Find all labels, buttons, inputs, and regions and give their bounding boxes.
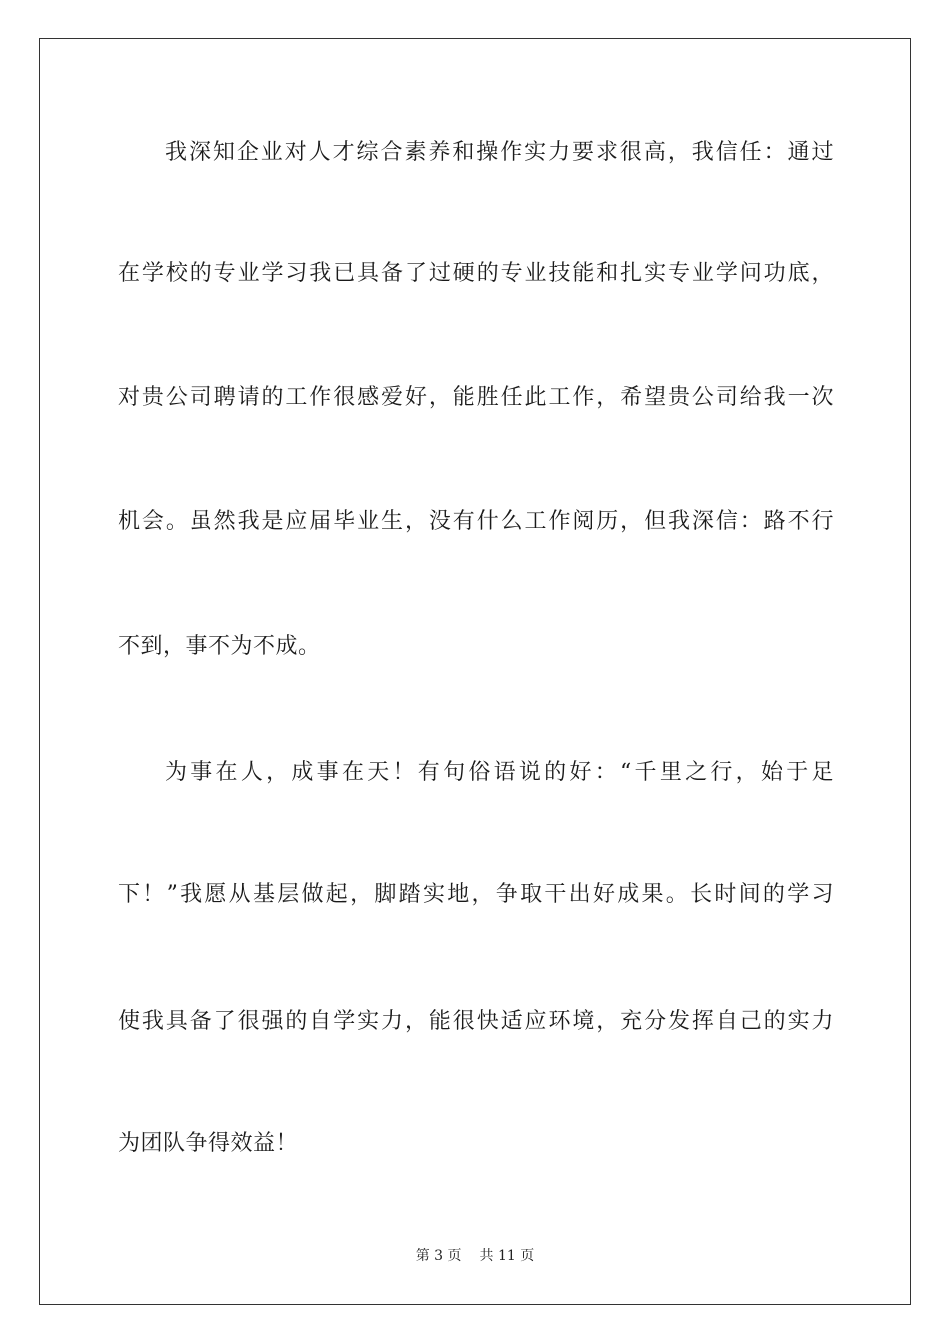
page-total: 共 11 页 xyxy=(479,1248,535,1264)
page-number: 第 3 页 xyxy=(415,1248,462,1264)
paragraph-2-line-4: 为团队争得效益！ xyxy=(118,1131,299,1156)
paragraph-1-line-3: 对贵公司聘请的工作很感爱好，能胜任此工作，希望贵公司给我一次 xyxy=(118,385,834,410)
paragraph-1-line-1: 我深知企业对人才综合素养和操作实力要求很高，我信任：通过 xyxy=(165,140,834,165)
page-footer xyxy=(0,1247,950,1265)
page-border xyxy=(39,38,911,1305)
paragraph-1-line-2: 在学校的专业学习我已具备了过硬的专业技能和扎实专业学问功底， xyxy=(118,261,834,286)
paragraph-1-line-5: 不到，事不为不成。 xyxy=(118,634,321,659)
paragraph-2-line-2: 下！”我愿从基层做起，脚踏实地，争取干出好成果。长时间的学习 xyxy=(118,882,834,907)
paragraph-2-line-1: 为事在人，成事在天！有句俗语说的好：“千里之行，始于足 xyxy=(165,760,834,785)
paragraph-2-line-3: 使我具备了很强的自学实力，能很快适应环境，充分发挥自己的实力 xyxy=(118,1009,834,1034)
paragraph-1-line-4: 机会。虽然我是应届毕业生，没有什么工作阅历，但我深信：路不行 xyxy=(118,509,834,534)
